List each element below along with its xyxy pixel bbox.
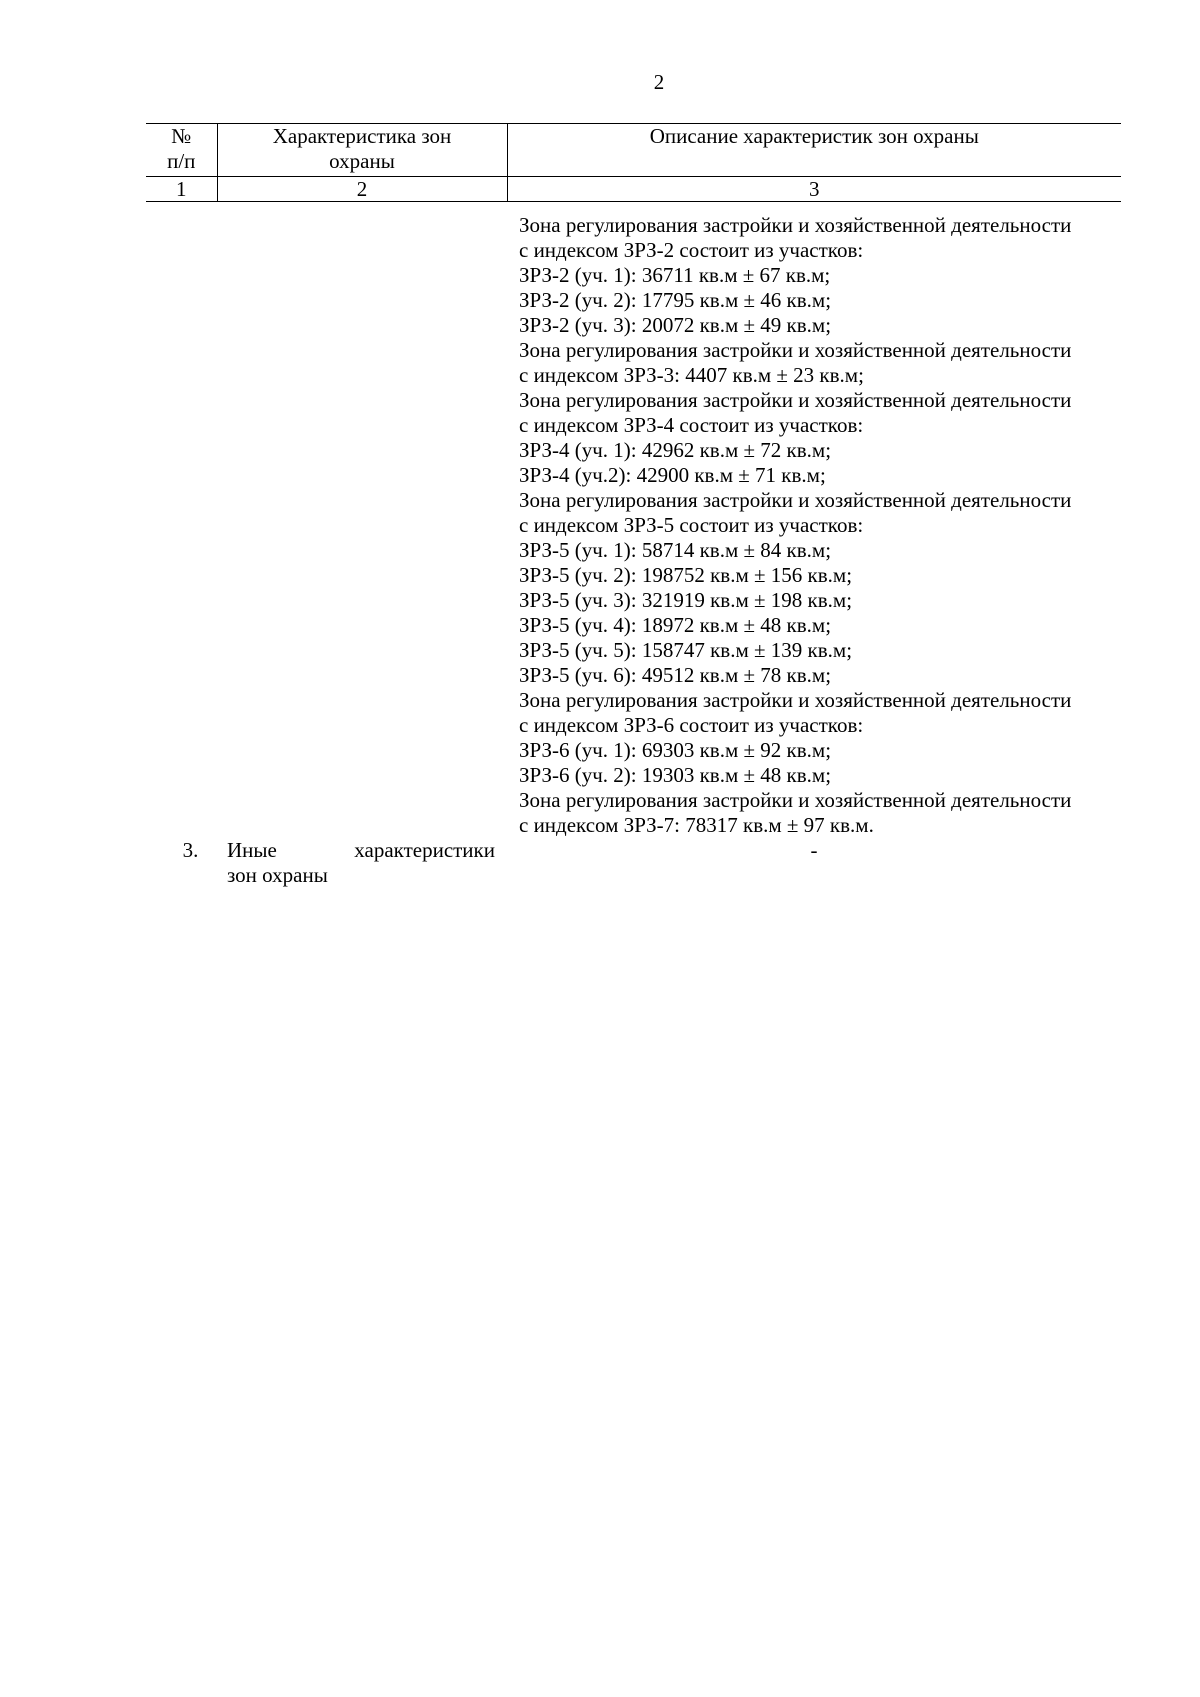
- header-number-line2: п/п: [167, 149, 196, 173]
- table-row: [146, 202, 1121, 839]
- description-line: Зона регулирования застройки и хозяйственной деятельности: [519, 488, 1072, 512]
- zones-table: [146, 123, 1121, 888]
- description-line: ЗРЗ-6 (уч. 1): 69303 кв.м ± 92 кв.м;: [519, 738, 832, 762]
- header-number-line1: №: [171, 124, 192, 148]
- description-line: с индексом ЗРЗ-4 состоит из участков:: [519, 413, 864, 437]
- header-characteristic-line1: Характеристика зон: [272, 124, 452, 148]
- description-line: ЗРЗ-5 (уч. 5): 158747 кв.м ± 139 кв.м;: [519, 638, 853, 662]
- page-number: 2: [653, 70, 665, 94]
- header-description: Описание характеристик зон охраны: [507, 124, 1121, 177]
- description-line: ЗРЗ-5 (уч. 4): 18972 кв.м ± 48 кв.м;: [519, 613, 832, 637]
- column-number-3: 3: [507, 177, 1121, 202]
- description-line: ЗРЗ-6 (уч. 2): 19303 кв.м ± 48 кв.м;: [519, 763, 832, 787]
- table-header-row: [146, 124, 1121, 177]
- description-line: с индексом ЗРЗ-6 состоит из участков:: [519, 713, 864, 737]
- description-line: ЗРЗ-5 (уч. 2): 198752 кв.м ± 156 кв.м;: [519, 563, 853, 587]
- description-line: ЗРЗ-2 (уч. 2): 17795 кв.м ± 46 кв.м;: [519, 288, 832, 312]
- row-characteristic-line1: Иные характеристики: [227, 838, 495, 862]
- description-line: с индексом ЗРЗ-3: 4407 кв.м ± 23 кв.м;: [519, 363, 864, 387]
- description-line: Зона регулирования застройки и хозяйственной деятельности: [519, 388, 1072, 412]
- description-line: Зона регулирования застройки и хозяйственной деятельности: [519, 688, 1072, 712]
- description-line: ЗРЗ-5 (уч. 3): 321919 кв.м ± 198 кв.м;: [519, 588, 853, 612]
- row-number-cell: [146, 202, 217, 839]
- description-line: ЗРЗ-4 (уч.2): 42900 кв.м ± 71 кв.м;: [519, 463, 826, 487]
- row-characteristic-cell: [217, 202, 507, 839]
- column-number-2: 2: [217, 177, 507, 202]
- description-line: ЗРЗ-2 (уч. 1): 36711 кв.м ± 67 кв.м;: [519, 263, 831, 287]
- description-line: ЗРЗ-5 (уч. 6): 49512 кв.м ± 78 кв.м;: [519, 663, 832, 687]
- table-column-numbers-row: [146, 177, 1121, 202]
- description-line: ЗРЗ-4 (уч. 1): 42962 кв.м ± 72 кв.м;: [519, 438, 832, 462]
- table-row: [146, 838, 1121, 888]
- description-line: Зона регулирования застройки и хозяйственной деятельности: [519, 213, 1072, 237]
- row-characteristic-cell: [217, 838, 507, 888]
- header-characteristic: [217, 124, 507, 177]
- column-number-1: 1: [146, 177, 217, 202]
- description-line: ЗРЗ-2 (уч. 3): 20072 кв.м ± 49 кв.м;: [519, 313, 832, 337]
- row-description-cell: -: [810, 838, 818, 862]
- description-line: Зона регулирования застройки и хозяйственной деятельности: [519, 338, 1072, 362]
- row-number-cell: 3.: [182, 838, 199, 862]
- description-line: с индексом ЗРЗ-2 состоит из участков:: [519, 238, 864, 262]
- header-characteristic-line2: охраны: [329, 149, 395, 173]
- description-line: с индексом ЗРЗ-7: 78317 кв.м ± 97 кв.м.: [519, 813, 874, 837]
- row-description-cell: [507, 202, 1121, 839]
- description-line: ЗРЗ-5 (уч. 1): 58714 кв.м ± 84 кв.м;: [519, 538, 832, 562]
- row-characteristic-line2: зон охраны: [227, 863, 328, 887]
- header-number: [146, 124, 217, 177]
- description-line: с индексом ЗРЗ-5 состоит из участков:: [519, 513, 864, 537]
- description-line: Зона регулирования застройки и хозяйственной деятельности: [519, 788, 1072, 812]
